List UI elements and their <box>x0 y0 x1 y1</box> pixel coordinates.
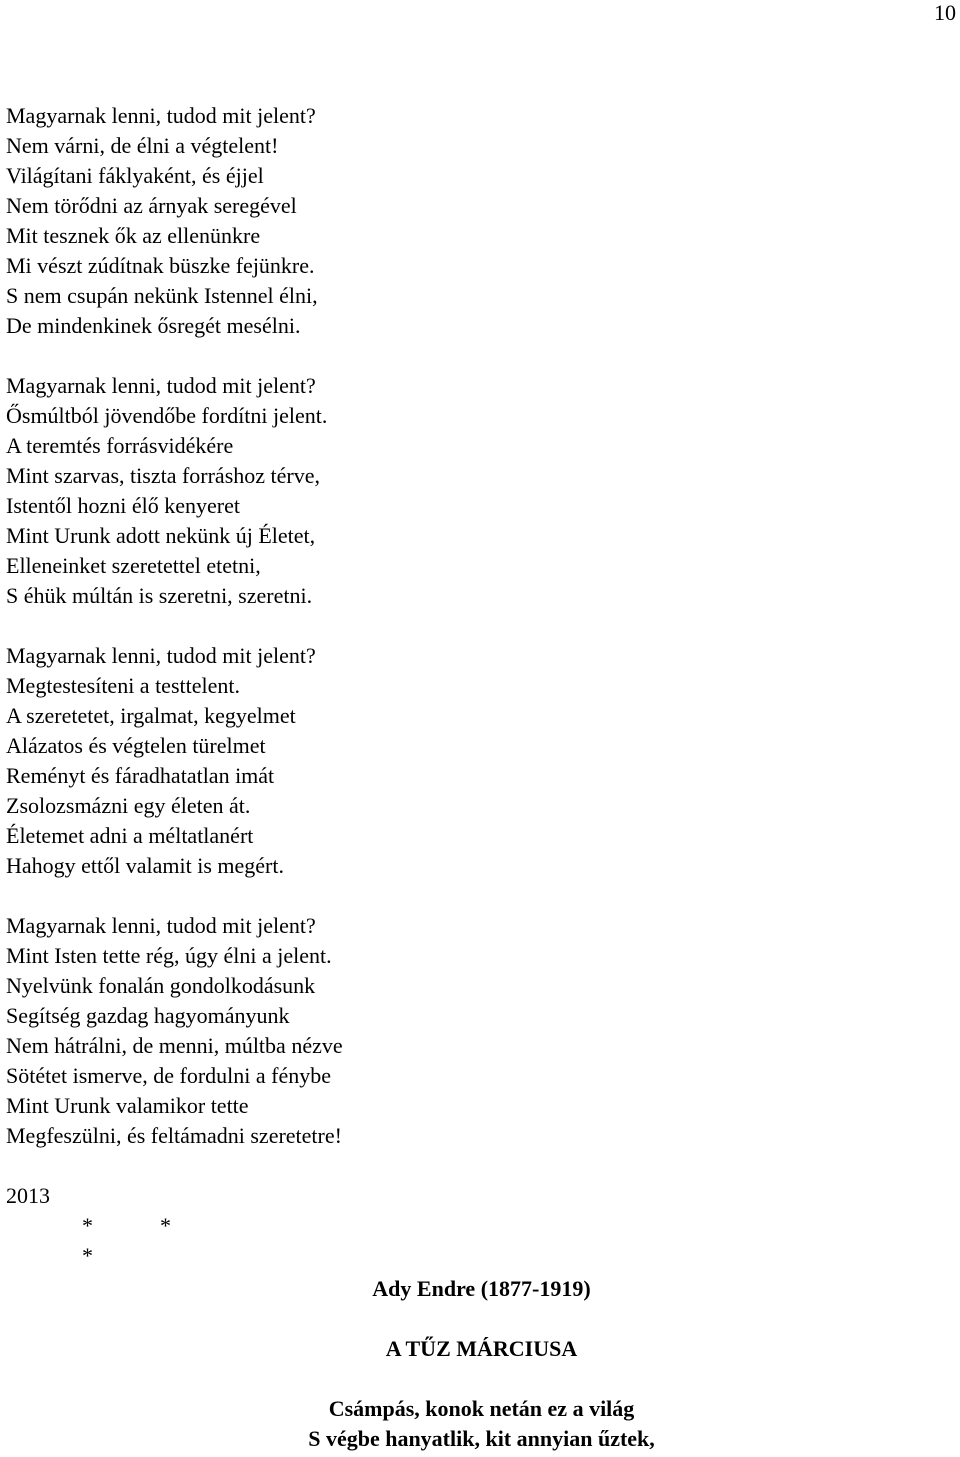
poem-line: Istentől hozni élő kenyeret <box>6 493 240 518</box>
poem-line: Mint Isten tette rég, úgy élni a jelent. <box>6 943 332 968</box>
poem-line: Elleneinket szeretettel etetni, <box>6 553 261 578</box>
poem-line: Megtestesíteni a testtelent. <box>6 673 240 698</box>
separator-asterisk: * <box>82 1243 93 1268</box>
poem-title: A TŰZ MÁRCIUSA <box>385 1336 578 1361</box>
poem-line: Magyarnak lenni, tudod mit jelent? <box>6 373 316 398</box>
poem-line: Hahogy ettől valamit is megért. <box>6 853 284 878</box>
poem-line: Sötétet ismerve, de fordulni a fénybe <box>6 1063 332 1088</box>
poem-year: 2013 <box>6 1183 50 1208</box>
poem-line: Mint szarvas, tiszta forráshoz térve, <box>6 463 320 488</box>
poem-line: Ősmúltból jövendőbe fordítni jelent. <box>6 403 328 428</box>
section-separator <box>82 1211 282 1271</box>
poem-line: A szeretetet, irgalmat, kegyelmet <box>6 703 296 728</box>
poem-line: A teremtés forrásvidékére <box>6 433 234 458</box>
poem-line: Nem törődni az árnyak seregével <box>6 193 297 218</box>
poem-line: S végbe hanyatlik, kit annyian űztek, <box>308 1426 655 1451</box>
poem-line: Magyarnak lenni, tudod mit jelent? <box>6 913 316 938</box>
poem-line: Reményt és fáradhatatlan imát <box>6 763 275 788</box>
poem-line: S nem csupán nekünk Istennel élni, <box>6 283 318 308</box>
poem2-lines <box>0 1394 960 1454</box>
poem-line: Világítani fáklyaként, és éjjel <box>6 163 264 188</box>
poem-line: Nem hátrálni, de menni, múltba nézve <box>6 1033 343 1058</box>
poem-line: Nyelvünk fonalán gondolkodásunk <box>6 973 316 998</box>
poem-stanza-3 <box>6 641 316 881</box>
poem-stanza-4 <box>6 911 343 1151</box>
poem-line: Mit tesznek ők az ellenünkre <box>6 223 261 248</box>
poem-line: Alázatos és végtelen türelmet <box>6 733 266 758</box>
poem-line: Mint Urunk adott nekünk új Életet, <box>6 523 316 548</box>
poem-line: Megfeszülni, és feltámadni szeretetre! <box>6 1123 342 1148</box>
poem-line: Mint Urunk valamikor tette <box>6 1093 249 1118</box>
separator-asterisk: * <box>160 1213 171 1238</box>
poem-line: S éhük múltán is szeretni, szeretni. <box>6 583 313 608</box>
poem-line: Életemet adni a méltatlanért <box>6 823 254 848</box>
poem-line: Zsolozsmázni egy életen át. <box>6 793 251 818</box>
poem-stanza-1 <box>6 101 318 341</box>
poem-line: De mindenkinek ősregét mesélni. <box>6 313 301 338</box>
poem-stanza-2 <box>6 371 327 611</box>
poem-line: Mi vészt zúdítnak büszke fejünkre. <box>6 253 315 278</box>
poem-author: Ady Endre (1877-1919) <box>372 1276 591 1301</box>
page-number: 10 <box>934 0 956 25</box>
poem-line: Nem várni, de élni a végtelent! <box>6 133 279 158</box>
poem-line: Magyarnak lenni, tudod mit jelent? <box>6 103 316 128</box>
poem-line: Csámpás, konok netán ez a világ <box>328 1396 635 1421</box>
separator-asterisk: * <box>82 1213 93 1238</box>
poem-line: Segítség gazdag hagyományunk <box>6 1003 290 1028</box>
poem-line: Magyarnak lenni, tudod mit jelent? <box>6 643 316 668</box>
